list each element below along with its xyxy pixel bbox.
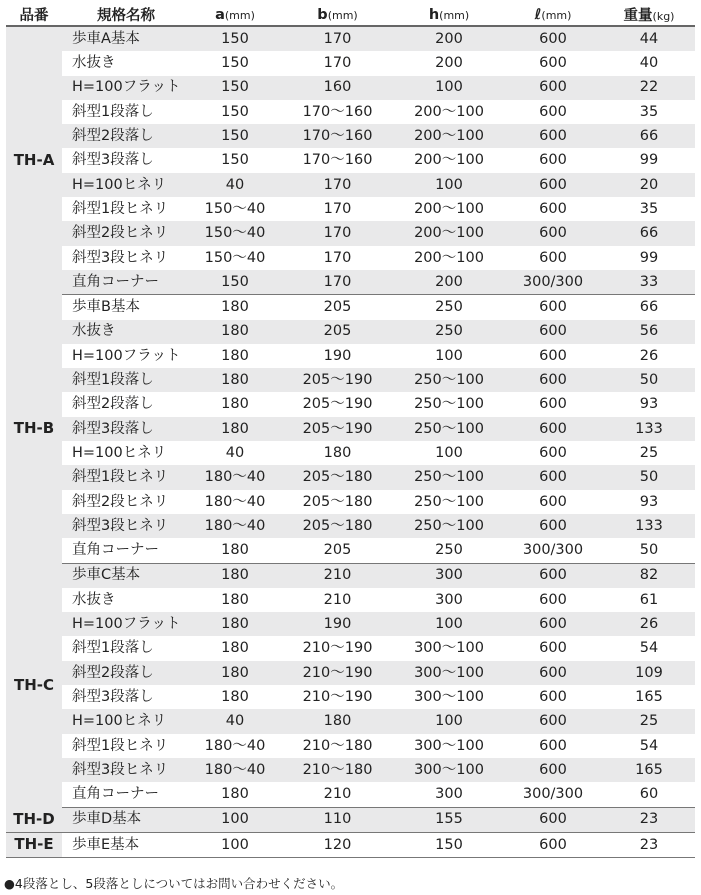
cell-name: 斜型1段落し [72, 103, 154, 120]
cell-h: 200〜100 [395, 221, 503, 245]
cell-h: 200〜100 [414, 103, 484, 120]
cell-a: 150 [190, 124, 280, 148]
cell-weight: 133 [603, 514, 695, 538]
cell-a: 40 [190, 173, 280, 197]
cell-b: 170〜160 [280, 124, 395, 148]
cell-h: 100 [395, 173, 503, 197]
cell-h: 200〜100 [414, 152, 484, 169]
cell-name: 斜型2段落し [62, 661, 190, 685]
cell-weight: 99 [639, 249, 659, 266]
cell-name: 斜型2段ヒネリ [62, 221, 190, 245]
table-row [6, 563, 695, 588]
cell-name: H=100フラット [62, 76, 190, 100]
cell-a: 150 [221, 152, 249, 169]
cell-h: 100 [395, 76, 503, 100]
cell-a: 150 [190, 76, 280, 100]
cell-l: 600 [539, 200, 567, 217]
header-row [6, 4, 695, 26]
cell-a: 150〜40 [204, 200, 266, 217]
cell-l: 600 [503, 832, 603, 857]
cell-l: 600 [503, 173, 603, 197]
cell-b: 210〜190 [302, 640, 373, 657]
table-row [6, 221, 695, 245]
cell-l: 300/300 [503, 270, 603, 295]
cell-h: 250〜100 [395, 514, 503, 538]
cell-a: 180〜40 [204, 493, 266, 510]
cell-b: 170〜160 [302, 152, 373, 169]
cell-weight: 25 [603, 709, 695, 733]
cell-h: 200 [435, 55, 463, 72]
cell-h: 200 [395, 26, 503, 51]
cell-l: 600 [503, 807, 603, 832]
cell-l: 600 [539, 347, 567, 364]
cell-b: 205〜180 [302, 493, 373, 510]
cell-weight: 99 [639, 152, 659, 169]
cell-l: 600 [503, 26, 603, 51]
cell-name: 斜型1段ヒネリ [72, 200, 169, 217]
cell-b: 210〜180 [280, 758, 395, 782]
cell-a: 180〜40 [190, 758, 280, 782]
table-row [6, 661, 695, 685]
cell-l: 600 [503, 465, 603, 489]
cell-h: 100 [435, 347, 463, 364]
cell-l: 600 [503, 563, 603, 588]
cell-h: 100 [395, 612, 503, 636]
table-row [6, 26, 695, 51]
cell-h: 300〜100 [414, 688, 484, 705]
header-l [503, 4, 603, 26]
header-weight-label: 重量 [623, 8, 653, 24]
cell-weight: 82 [603, 563, 695, 588]
cell-name: 水抜き [62, 320, 190, 344]
group-code: TH-D [6, 807, 62, 832]
cell-name: 斜型2段ヒネリ [72, 493, 169, 510]
table-row [6, 320, 695, 344]
cell-a: 180 [190, 368, 280, 392]
cell-b: 170 [323, 55, 352, 72]
cell-l: 600 [503, 514, 603, 538]
header-weight [603, 4, 695, 26]
cell-l: 300/300 [503, 538, 603, 563]
cell-weight: 22 [603, 76, 695, 100]
cell-l: 600 [539, 444, 567, 461]
cell-weight: 26 [639, 347, 659, 364]
cell-l: 600 [539, 103, 567, 120]
cell-b: 160 [280, 76, 395, 100]
cell-b: 190 [323, 347, 352, 364]
cell-name: H=100フラット [62, 612, 190, 636]
cell-h: 300〜100 [395, 758, 503, 782]
cell-weight: 66 [639, 299, 659, 316]
cell-name: 歩車D基本 [62, 807, 190, 832]
cell-weight: 50 [603, 465, 695, 489]
cell-name: 水抜き [72, 591, 116, 608]
cell-weight: 66 [603, 221, 695, 245]
header-h [395, 4, 503, 26]
cell-l: 300/300 [503, 782, 603, 807]
cell-b: 205〜180 [280, 465, 395, 489]
table-row [6, 538, 695, 563]
cell-name: 斜型2段落し [62, 124, 190, 148]
cell-name: 直角コーナー [62, 538, 190, 563]
table-row [6, 490, 695, 514]
cell-h: 300 [395, 563, 503, 588]
cell-l: 600 [503, 221, 603, 245]
cell-a: 180 [221, 591, 249, 608]
table-row [6, 832, 695, 857]
cell-a: 180 [190, 782, 280, 807]
table-row [6, 295, 695, 320]
cell-name: 直角コーナー [62, 270, 190, 295]
cell-h: 200〜100 [414, 200, 484, 217]
table-row [6, 807, 695, 832]
cell-a: 180 [190, 417, 280, 441]
table-row [6, 368, 695, 392]
cell-name: 斜型3段ヒネリ [72, 249, 169, 266]
table-row [6, 173, 695, 197]
cell-a: 180 [221, 688, 249, 705]
cell-a: 150〜40 [190, 221, 280, 245]
cell-l: 600 [503, 417, 603, 441]
cell-l: 600 [539, 299, 567, 316]
cell-name: H=100フラット [72, 347, 181, 364]
header-b [280, 4, 395, 26]
table-row [6, 441, 695, 465]
cell-name: 斜型3段落し [72, 688, 154, 705]
cell-b: 170〜160 [302, 103, 373, 120]
cell-b: 205 [280, 538, 395, 563]
table-row [6, 392, 695, 416]
header-l-unit: (mm) [541, 8, 572, 22]
cell-weight: 54 [639, 640, 659, 657]
cell-b: 170 [280, 270, 395, 295]
table-row [6, 417, 695, 441]
group-code: TH-A [6, 26, 62, 295]
header-a-unit: (mm) [224, 8, 255, 22]
cell-b: 210〜180 [302, 737, 373, 754]
cell-a: 150 [190, 26, 280, 51]
cell-l: 600 [539, 640, 567, 657]
cell-name: 斜型1段落し [72, 640, 154, 657]
cell-weight: 44 [603, 26, 695, 51]
group-code: TH-E [6, 832, 62, 857]
cell-b: 205 [280, 320, 395, 344]
cell-l: 600 [539, 249, 567, 266]
header-h-unit: (mm) [439, 8, 470, 22]
table-row [6, 734, 695, 758]
header-h-label: h [428, 6, 440, 23]
table-row [6, 758, 695, 782]
header-l-label: ℓ [534, 6, 542, 23]
cell-weight: 61 [639, 591, 659, 608]
cell-a: 180 [221, 640, 249, 657]
cell-name: 斜型1段ヒネリ [62, 465, 190, 489]
cell-h: 250〜100 [414, 493, 484, 510]
cell-b: 210 [323, 591, 352, 608]
cell-name: 斜型3段落し [62, 417, 190, 441]
cell-weight: 50 [603, 368, 695, 392]
table-row [6, 246, 695, 270]
cell-weight: 35 [639, 200, 659, 217]
cell-name: 斜型1段ヒネリ [72, 737, 169, 754]
cell-a: 180 [190, 612, 280, 636]
cell-l: 600 [503, 124, 603, 148]
header-b-label: b [317, 6, 328, 23]
cell-name: 歩車A基本 [62, 26, 190, 51]
cell-b: 180 [280, 709, 395, 733]
cell-a: 150 [221, 103, 249, 120]
cell-b: 170 [280, 26, 395, 51]
table-row [6, 270, 695, 295]
cell-b: 205〜190 [302, 396, 373, 413]
table-row [6, 636, 695, 660]
spec-table [6, 4, 695, 858]
cell-l: 600 [539, 396, 567, 413]
cell-b: 205 [323, 299, 352, 316]
cell-a: 150 [221, 55, 249, 72]
cell-weight: 35 [639, 103, 659, 120]
cell-h: 150 [395, 832, 503, 857]
cell-b: 210〜190 [302, 688, 373, 705]
cell-h: 200〜100 [414, 249, 484, 266]
cell-weight: 109 [603, 661, 695, 685]
cell-weight: 165 [635, 688, 663, 705]
cell-b: 205〜190 [280, 368, 395, 392]
cell-weight: 93 [639, 493, 659, 510]
cell-b: 120 [280, 832, 395, 857]
header-name: 規格名称 [62, 4, 190, 26]
cell-weight: 20 [603, 173, 695, 197]
cell-weight: 40 [639, 55, 659, 72]
cell-a: 180 [221, 347, 249, 364]
cell-weight: 165 [603, 758, 695, 782]
cell-a: 40 [225, 444, 245, 461]
group-code: TH-B [6, 295, 62, 563]
cell-b: 170 [323, 200, 352, 217]
cell-a: 150 [190, 270, 280, 295]
cell-a: 150〜40 [204, 249, 266, 266]
cell-l: 600 [539, 55, 567, 72]
cell-weight: 26 [603, 612, 695, 636]
table-row [6, 197, 695, 221]
cell-l: 600 [539, 737, 567, 754]
cell-a: 180〜40 [190, 465, 280, 489]
table-row [6, 344, 695, 368]
cell-a: 100 [190, 807, 280, 832]
cell-l: 600 [539, 688, 567, 705]
cell-h: 100 [395, 709, 503, 733]
table-row [6, 76, 695, 100]
cell-h: 200〜100 [395, 124, 503, 148]
cell-name: H=100ヒネリ [62, 173, 190, 197]
cell-a: 180 [221, 299, 249, 316]
cell-weight: 54 [639, 737, 659, 754]
cell-a: 180 [221, 396, 249, 413]
cell-h: 155 [395, 807, 503, 832]
cell-name: 斜型3段ヒネリ [62, 514, 190, 538]
cell-weight: 93 [639, 396, 659, 413]
cell-weight: 25 [639, 444, 659, 461]
cell-h: 300 [435, 591, 463, 608]
table-row [6, 514, 695, 538]
cell-name: 歩車E基本 [62, 832, 190, 857]
table-row [6, 51, 695, 75]
cell-a: 180 [190, 563, 280, 588]
cell-a: 40 [190, 709, 280, 733]
cell-h: 250 [395, 538, 503, 563]
cell-name: H=100ヒネリ [72, 444, 167, 461]
cell-h: 100 [435, 444, 463, 461]
cell-b: 170 [323, 249, 352, 266]
cell-l: 600 [503, 758, 603, 782]
cell-b: 110 [280, 807, 395, 832]
cell-a: 180 [190, 320, 280, 344]
cell-b: 210 [280, 563, 395, 588]
cell-a: 180 [190, 661, 280, 685]
cell-h: 300〜100 [395, 661, 503, 685]
cell-name: 歩車B基本 [72, 299, 140, 316]
cell-l: 600 [503, 320, 603, 344]
header-a [190, 4, 280, 26]
cell-weight: 66 [603, 124, 695, 148]
table-row [6, 588, 695, 612]
cell-l: 600 [503, 709, 603, 733]
cell-h: 250〜100 [395, 417, 503, 441]
cell-h: 200 [395, 270, 503, 295]
cell-b: 210 [280, 782, 395, 807]
cell-a: 180〜40 [190, 514, 280, 538]
cell-l: 600 [503, 368, 603, 392]
header-b-unit: (mm) [327, 8, 358, 22]
cell-b: 205〜180 [280, 514, 395, 538]
cell-h: 300〜100 [414, 737, 484, 754]
cell-l: 600 [539, 493, 567, 510]
cell-a: 100 [190, 832, 280, 857]
cell-weight: 56 [603, 320, 695, 344]
cell-b: 170 [280, 221, 395, 245]
header-hinban: 品番 [6, 4, 62, 26]
table-row [6, 709, 695, 733]
group-code: TH-C [6, 563, 62, 807]
cell-name: 水抜き [72, 55, 116, 72]
cell-name: 斜型3段ヒネリ [62, 758, 190, 782]
cell-l: 600 [503, 612, 603, 636]
cell-name: 斜型1段落し [62, 368, 190, 392]
cell-weight: 133 [603, 417, 695, 441]
cell-l: 600 [503, 661, 603, 685]
cell-name: H=100ヒネリ [62, 709, 190, 733]
cell-name: 歩車C基本 [62, 563, 190, 588]
cell-l: 600 [539, 591, 567, 608]
header-weight-unit: (kg) [652, 10, 675, 23]
table-row [6, 124, 695, 148]
cell-name: 斜型3段落し [72, 152, 154, 169]
cell-name: 斜型2段落し [72, 396, 154, 413]
table-row [6, 100, 695, 124]
cell-weight: 50 [603, 538, 695, 563]
table-row [6, 148, 695, 172]
cell-name: 直角コーナー [62, 782, 190, 807]
table-row [6, 612, 695, 636]
header-a-label: a [215, 6, 225, 23]
cell-weight: 23 [603, 807, 695, 832]
cell-h: 300〜100 [414, 640, 484, 657]
spec-body [6, 26, 695, 858]
cell-b: 180 [323, 444, 352, 461]
cell-h: 250 [435, 299, 463, 316]
cell-h: 250〜100 [414, 396, 484, 413]
cell-b: 205〜190 [280, 417, 395, 441]
cell-weight: 60 [603, 782, 695, 807]
footnote: ●4段落とし、5段落としについてはお問い合わせください。 [4, 876, 344, 891]
cell-h: 250 [395, 320, 503, 344]
cell-weight: 33 [603, 270, 695, 295]
cell-b: 170 [280, 173, 395, 197]
cell-a: 180 [190, 538, 280, 563]
cell-b: 210〜190 [280, 661, 395, 685]
cell-b: 190 [280, 612, 395, 636]
cell-a: 180〜40 [204, 737, 266, 754]
cell-weight: 23 [603, 832, 695, 857]
cell-l: 600 [503, 76, 603, 100]
cell-h: 300 [395, 782, 503, 807]
table-row [6, 465, 695, 489]
cell-l: 600 [539, 152, 567, 169]
table-row [6, 685, 695, 709]
table-row [6, 782, 695, 807]
cell-h: 250〜100 [395, 465, 503, 489]
cell-h: 250〜100 [395, 368, 503, 392]
